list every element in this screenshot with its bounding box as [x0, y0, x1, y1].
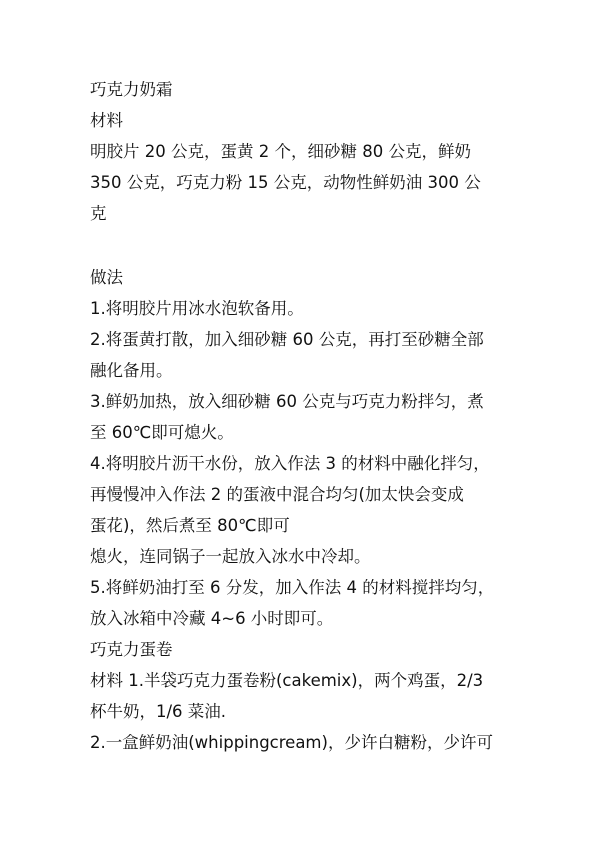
step-line-8: 蛋花)，然后煮至 80℃即可 [90, 516, 290, 535]
document-body [90, 74, 530, 758]
materials-line-3: 克 [90, 204, 107, 223]
method-heading: 做法 [90, 268, 123, 287]
roll-line-3: 2.一盒鲜奶油(whippingcream)，少许白糖粉，少许可 [90, 733, 493, 752]
step-line-4: 3.鲜奶加热，放入细砂糖 60 公克与巧克力粉拌匀，煮 [90, 392, 484, 411]
recipe-title-chocolate-cream: 巧克力奶霜 [90, 80, 173, 99]
step-line-2: 2.将蛋黄打散，加入细砂糖 60 公克，再打至砂糖全部 [90, 330, 484, 349]
materials-line-2: 350 公克，巧克力粉 15 公克，动物性鲜奶油 300 公 [90, 173, 481, 192]
step-line-7: 再慢慢冲入作法 2 的蛋液中混合均匀(加太快会变成 [90, 485, 464, 504]
step-line-9: 熄火，连同锅子一起放入冰水中冷却。 [90, 547, 371, 566]
step-line-1: 1.将明胶片用冰水泡软备用。 [90, 299, 304, 318]
step-line-3: 融化备用。 [90, 361, 173, 380]
recipe-title-chocolate-roll: 巧克力蛋卷 [90, 640, 173, 659]
step-line-6: 4.将明胶片沥干水份，放入作法 3 的材料中融化拌匀， [90, 454, 490, 473]
step-line-5: 至 60℃即可熄火。 [90, 423, 234, 442]
roll-line-1: 材料 1.半袋巧克力蛋卷粉(cakemix)，两个鸡蛋，2/3 [90, 671, 484, 690]
paragraph-spacer [90, 229, 530, 260]
materials-line-1: 明胶片 20 公克，蛋黄 2 个，细砂糖 80 公克，鲜奶 [90, 142, 471, 161]
step-line-10: 5.将鲜奶油打至 6 分发，加入作法 4 的材料搅拌均匀， [90, 578, 495, 597]
step-line-11: 放入冰箱中冷藏 4~6 小时即可。 [90, 609, 334, 628]
materials-heading: 材料 [90, 111, 123, 130]
roll-line-2: 杯牛奶，1/6 菜油. [90, 702, 227, 721]
